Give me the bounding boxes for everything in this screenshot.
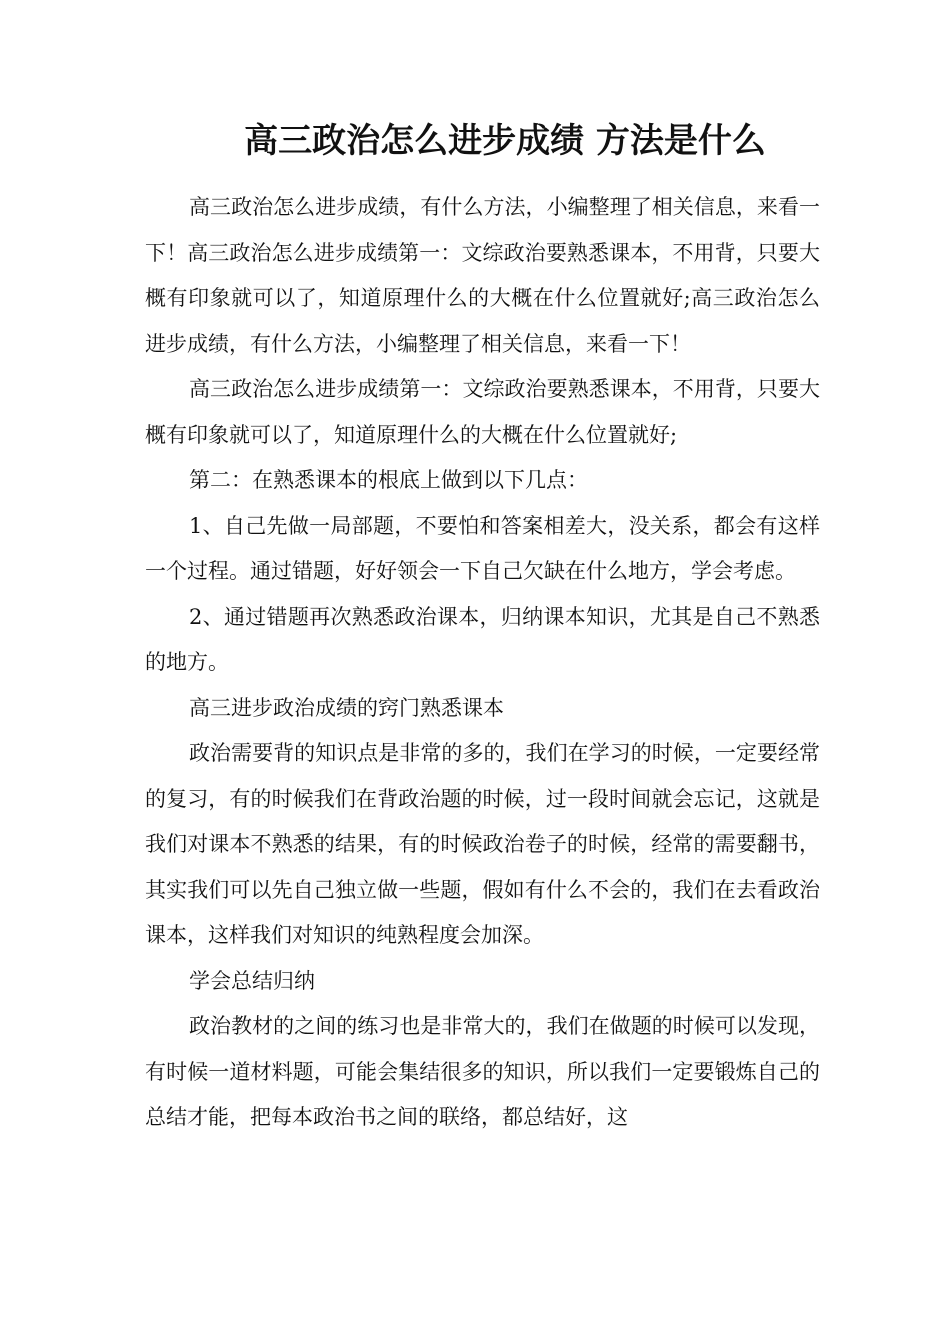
section-heading-familiar-textbook: 高三进步政治成绩的窍门熟悉课本 — [189, 695, 504, 720]
paragraph-point-2: 2、通过错题再次熟悉政治课本，归纳课本知识，尤其是自己不熟悉的地方。 — [145, 604, 820, 674]
paragraph-second-method: 第二：在熟悉课本的根底上做到以下几点： — [189, 468, 588, 492]
paragraph-familiar-textbook: 政治需要背的知识点是非常的多的，我们在学习的时候，一定要经常的复习，有的时候我们在背政治题的时候，过一段时间就会忘记，这就是我们对课本不熟悉的结果，有的时候政治卷子的时候，经常的需要翻书，其实我们可以先自己独立做一些题，假如有什么不会的，我们在去看政治课本，这样我们对知识的纯熟程度会加深。 — [145, 741, 820, 947]
paragraph-first-method: 高三政治怎么进步成绩第一：文综政治要熟悉课本，不用背，只要大概有印象就可以了，知道原理什么的大概在什么位置就好; — [145, 377, 820, 447]
paragraph-intro: 高三政治怎么进步成绩，有什么方法，小编整理了相关信息，来看一下！高三政治怎么进步成绩第一：文综政治要熟悉课本，不用背，只要大概有印象就可以了，知道原理什么的大概在什么位置就好;高三政治怎么进步成绩，有什么方法，小编整理了相关信息，来看一下！ — [145, 195, 820, 356]
document-title: 高三政治怎么进步成绩 方法是什么 — [244, 121, 766, 161]
paragraph-summarize: 政治教材的之间的练习也是非常大的，我们在做题的时候可以发现，有时候一道材料题，可能会集结很多的知识，所以我们一定要锻炼自己的总结才能，把每本政治书之间的联络，都总结好，这 — [145, 1014, 820, 1129]
section-heading-summarize: 学会总结归纳 — [189, 968, 315, 993]
document-body — [145, 185, 820, 1141]
paragraph-point-1: 1、自己先做一局部题，不要怕和答案相差大，没关系，都会有这样一个过程。通过错题，好好领会一下自己欠缺在什么地方，学会考虑。 — [145, 513, 820, 583]
